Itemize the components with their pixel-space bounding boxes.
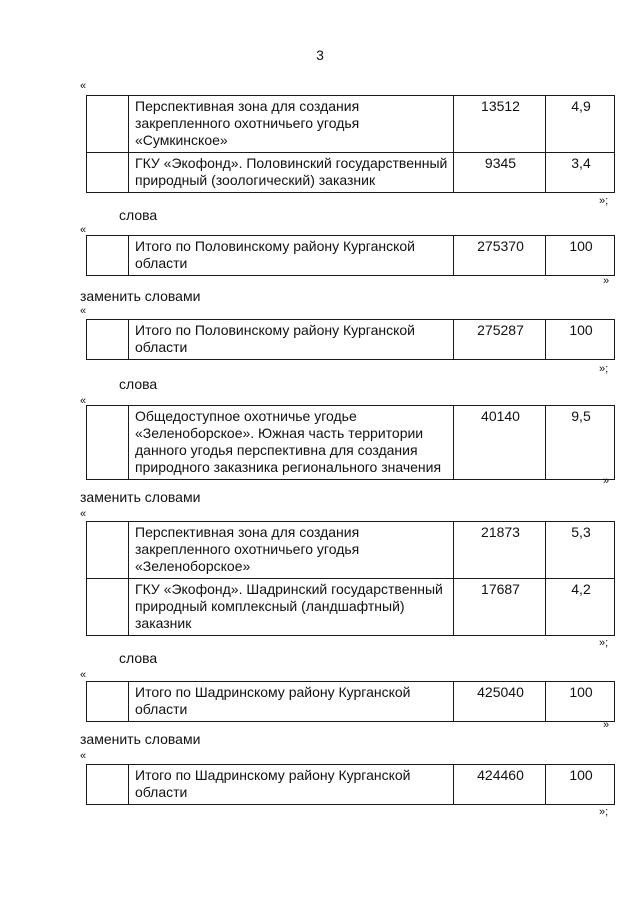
row-area: 9345 [454, 153, 546, 193]
instruction-text: слова [119, 207, 158, 223]
instruction-text: слова [119, 650, 158, 666]
empty-cell [87, 96, 129, 153]
table-row [87, 579, 615, 636]
opening-quote: « [80, 80, 87, 92]
opening-quote: « [80, 305, 87, 317]
closing-quote: »; [599, 806, 609, 818]
empty-cell [87, 682, 129, 722]
row-area: 13512 [454, 96, 546, 153]
table-row [87, 682, 615, 722]
row-name: Перспективная зона для создания закрепленного охотничьего угодья «Зеленоборское» [129, 522, 454, 579]
row-percent: 9,5 [546, 406, 615, 480]
row-area: 275370 [454, 236, 546, 276]
closing-quote: » [603, 719, 610, 731]
table-row [87, 320, 615, 360]
table-row [87, 96, 615, 153]
row-percent: 5,3 [546, 522, 615, 579]
empty-cell [87, 236, 129, 276]
table-row [87, 153, 615, 193]
row-area: 40140 [454, 406, 546, 480]
row-percent: 4,9 [546, 96, 615, 153]
empty-cell [87, 579, 129, 636]
row-name: ГКУ «Экофонд». Шадринский государственный природный комплексный (ландшафтный) заказник [129, 579, 454, 636]
opening-quote: « [80, 395, 87, 407]
closing-quote: »; [599, 363, 609, 375]
row-area: 424460 [454, 765, 546, 805]
row-percent: 4,2 [546, 579, 615, 636]
row-area: 17687 [454, 579, 546, 636]
instruction-text: заменить словами [80, 288, 201, 304]
row-name: Итого по Шадринскому району Курганской области [129, 682, 454, 722]
opening-quote: « [80, 669, 87, 681]
empty-cell [87, 153, 129, 193]
table-block-6 [86, 681, 615, 722]
opening-quote: « [80, 750, 87, 762]
row-area: 21873 [454, 522, 546, 579]
row-percent: 100 [546, 236, 615, 276]
instruction-text: слова [119, 376, 158, 392]
opening-quote: « [80, 224, 87, 236]
row-percent: 100 [546, 320, 615, 360]
page-number: 3 [316, 47, 324, 63]
instruction-text: заменить словами [80, 489, 201, 505]
empty-cell [87, 522, 129, 579]
row-name: Перспективная зона для создания закрепленного охотничьего угодья «Сумкинское» [129, 96, 454, 153]
row-area: 425040 [454, 682, 546, 722]
row-name: Общедоступное охотничье угодье «Зеленоборское». Южная часть территории данного угодья перспективна для создания природного заказника регионального значения [129, 406, 454, 480]
table-row [87, 236, 615, 276]
empty-cell [87, 320, 129, 360]
row-percent: 3,4 [546, 153, 615, 193]
empty-cell [87, 765, 129, 805]
table-row [87, 765, 615, 805]
closing-quote: »; [599, 195, 609, 207]
table-block-5 [86, 521, 615, 636]
row-name: ГКУ «Экофонд». Половинский государственный природный (зоологический) заказник [129, 153, 454, 193]
row-name: Итого по Шадринскому району Курганской области [129, 765, 454, 805]
table-block-1 [86, 95, 615, 193]
table-row [87, 522, 615, 579]
table-block-2 [86, 235, 615, 276]
table-block-4 [86, 405, 615, 480]
empty-cell [87, 406, 129, 480]
row-area: 275287 [454, 320, 546, 360]
instruction-text: заменить словами [80, 731, 201, 747]
closing-quote: »; [599, 637, 609, 649]
row-name: Итого по Половинскому району Курганской области [129, 320, 454, 360]
row-percent: 100 [546, 765, 615, 805]
row-percent: 100 [546, 682, 615, 722]
closing-quote: » [603, 475, 610, 487]
table-block-7 [86, 764, 615, 805]
opening-quote: « [80, 508, 87, 520]
table-block-3 [86, 319, 615, 360]
closing-quote: » [603, 275, 610, 287]
table-row [87, 406, 615, 480]
row-name: Итого по Половинскому району Курганской области [129, 236, 454, 276]
